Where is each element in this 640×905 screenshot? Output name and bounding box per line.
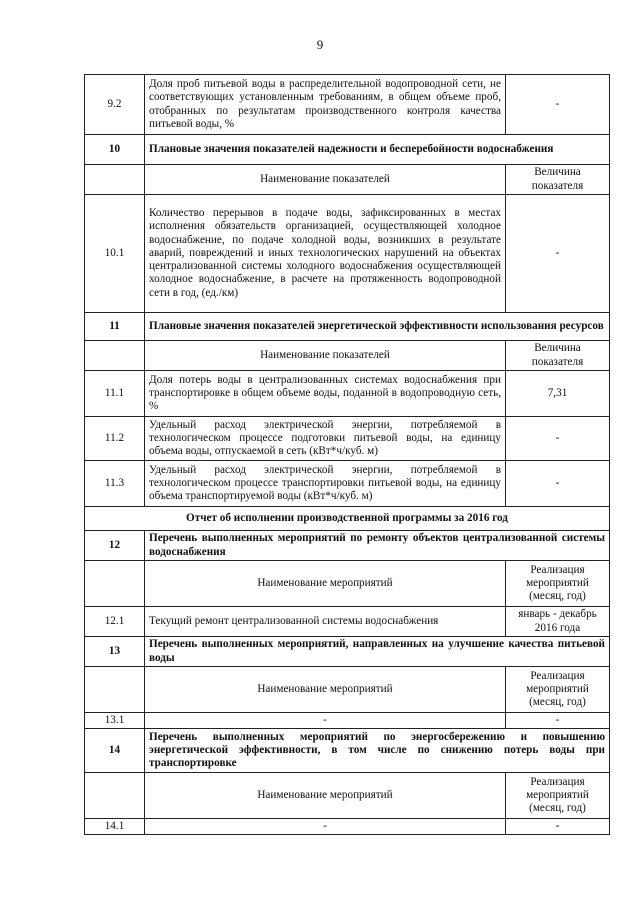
column-header-row — [85, 667, 610, 713]
row-number: 12.1 — [85, 607, 145, 637]
row-number: 13.1 — [85, 713, 145, 729]
column-header-name: Наименование показателей — [145, 165, 506, 195]
report-title-row — [85, 507, 610, 531]
indicator-name: Доля потерь воды в централизованных системах водоснабжения при транспортировке в общем объеме воды, поданной в водопроводную сеть, % — [145, 371, 506, 417]
row-number: 11.2 — [85, 417, 145, 461]
row-number: 14.1 — [85, 819, 145, 835]
section-header-row — [85, 135, 610, 165]
indicator-name: Удельный расход электрической энергии, потребляемой в технологическом процессе транспортировки питьевой воды, на единицу объема транспортируемой воды (кВт*ч/куб. м) — [145, 461, 506, 507]
section-header-row — [85, 313, 610, 341]
section-header-row — [85, 637, 610, 667]
row-number: 9.2 — [85, 75, 145, 135]
section-number: 11 — [85, 313, 145, 341]
column-header-value: Величина показателя — [506, 165, 610, 195]
column-header-value: Реализация мероприятий (месяц, год) — [506, 667, 610, 713]
column-header-row — [85, 165, 610, 195]
activity-name: - — [145, 713, 506, 729]
indicator-value: - — [506, 195, 610, 313]
section-number: 13 — [85, 637, 145, 667]
table-row — [85, 195, 610, 313]
indicator-value: 7,31 — [506, 371, 610, 417]
section-title: Перечень выполненных мероприятий по энергосбережению и повышению энергетической эффективности, в том числе по снижению потерь воды при транспортировке — [145, 729, 610, 773]
column-header-name: Наименование мероприятий — [145, 561, 506, 607]
indicator-value: - — [506, 417, 610, 461]
table-row — [85, 417, 610, 461]
row-number: 11.1 — [85, 371, 145, 417]
column-header-row — [85, 773, 610, 819]
column-header-value: Реализация мероприятий (месяц, год) — [506, 773, 610, 819]
indicator-value: - — [506, 75, 610, 135]
activity-name: Текущий ремонт централизованной системы водоснабжения — [145, 607, 506, 637]
table-row — [85, 461, 610, 507]
activity-period: - — [506, 713, 610, 729]
table-row — [85, 371, 610, 417]
section-number: 10 — [85, 135, 145, 165]
table-row — [85, 607, 610, 637]
column-header-name: Наименование мероприятий — [145, 667, 506, 713]
column-header-row — [85, 341, 610, 371]
column-header-row — [85, 561, 610, 607]
program-table — [84, 74, 610, 835]
section-title: Перечень выполненных мероприятий, направленных на улучшение качества питьевой воды — [145, 637, 610, 667]
indicator-name: Доля проб питьевой воды в распределительной водопроводной сети, не соответствующих установленным требованиям, в общем объеме проб, отобранных по результатам производственного контроля качества питьевой воды, % — [145, 75, 506, 135]
page-number: 9 — [316, 37, 324, 52]
table-row — [85, 75, 610, 135]
column-header-value: Реализация мероприятий (месяц, год) — [506, 561, 610, 607]
indicator-value: - — [506, 461, 610, 507]
indicator-name: Удельный расход электрической энергии, потребляемой в технологическом процессе подготовки питьевой воды, на единицу объема воды, отпускаемой в сеть (кВт*ч/куб. м) — [145, 417, 506, 461]
indicator-name: Количество перерывов в подаче воды, зафиксированных в местах исполнения обязательств организацией, осуществляющей холодное водоснабжение, по подаче холодной воды, возникших в результате аварий, повреждений и иных технологических нарушений на объектах централизованной системы холодного водоснабжения осуществляющей холодное водоснабжение, в расчете на протяженность водопроводной сети в год, (ед./км) — [145, 195, 506, 313]
activity-period: - — [506, 819, 610, 835]
activity-name: - — [145, 819, 506, 835]
section-header-row — [85, 729, 610, 773]
section-title: Плановые значения показателей энергетической эффективности использования ресурсов — [145, 313, 610, 341]
column-header-name: Наименование показателей — [145, 341, 506, 371]
row-number: 11.3 — [85, 461, 145, 507]
section-title: Плановые значения показателей надежности и бесперебойности водоснабжения — [145, 135, 610, 165]
report-title: Отчет об исполнении производственной программы за 2016 год — [85, 507, 610, 531]
activity-period: январь - декабрь 2016 года — [506, 607, 610, 637]
table-row — [85, 713, 610, 729]
section-number: 14 — [85, 729, 145, 773]
section-number: 12 — [85, 531, 145, 561]
section-title: Перечень выполненных мероприятий по ремонту объектов централизованной системы водоснабжения — [145, 531, 610, 561]
section-header-row — [85, 531, 610, 561]
column-header-name: Наименование мероприятий — [145, 773, 506, 819]
row-number: 10.1 — [85, 195, 145, 313]
table-row — [85, 819, 610, 835]
column-header-value: Величина показателя — [506, 341, 610, 371]
